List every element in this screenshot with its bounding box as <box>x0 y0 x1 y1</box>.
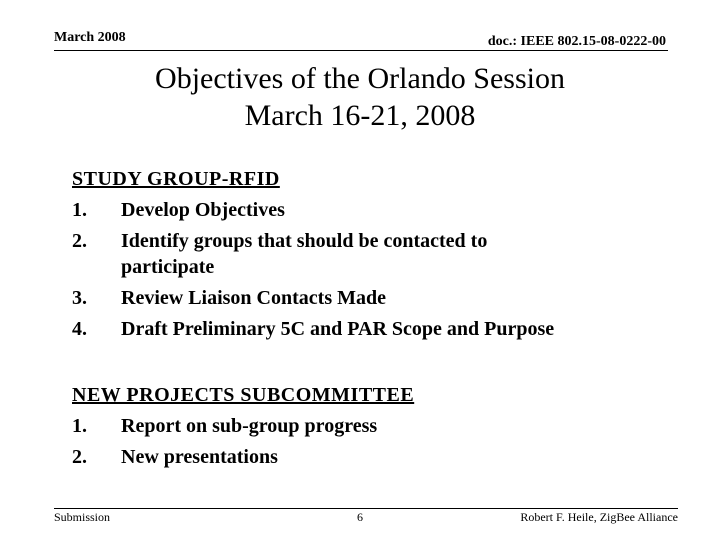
slide-title <box>0 60 720 134</box>
footer-page-number: 6 <box>357 510 363 524</box>
item-number: 3. <box>72 287 87 309</box>
header-rule <box>54 50 668 51</box>
item-text: Review Liaison Contacts Made <box>121 287 386 309</box>
item-text: Report on sub-group progress <box>121 415 378 437</box>
item-text: Develop Objectives <box>121 199 285 221</box>
item-number: 1. <box>72 415 87 437</box>
footer-submission: Submission <box>54 510 111 524</box>
item-text: New presentations <box>121 446 278 468</box>
section-heading: STUDY GROUP-RFID <box>72 168 280 190</box>
list-item <box>72 285 661 311</box>
list-item <box>72 316 661 342</box>
list-item <box>72 197 661 223</box>
item-number: 2. <box>72 446 87 468</box>
item-text: Identify groups that should be contacted to participate <box>121 230 488 278</box>
section-heading: NEW PROJECTS SUBCOMMITTEE <box>72 384 415 406</box>
title-line-2: March 16-21, 2008 <box>244 99 476 132</box>
item-number: 4. <box>72 318 87 340</box>
footer-rule <box>54 508 678 509</box>
header-doc-id: doc.: IEEE 802.15-08-0222-00 <box>487 34 666 49</box>
item-text: Draft Preliminary 5C and PAR Scope and Purpose <box>121 318 555 340</box>
list-item <box>72 228 661 280</box>
list-item <box>72 413 661 439</box>
title-line-1: Objectives of the Orlando Session <box>155 62 565 95</box>
item-number: 1. <box>72 199 87 221</box>
section-new-projects <box>72 382 661 475</box>
list-item <box>72 444 661 470</box>
footer-author: Robert F. Heile, ZigBee Alliance <box>520 510 678 524</box>
header-date: March 2008 <box>54 30 126 45</box>
item-number: 2. <box>72 230 87 252</box>
section-study-group <box>72 166 661 347</box>
